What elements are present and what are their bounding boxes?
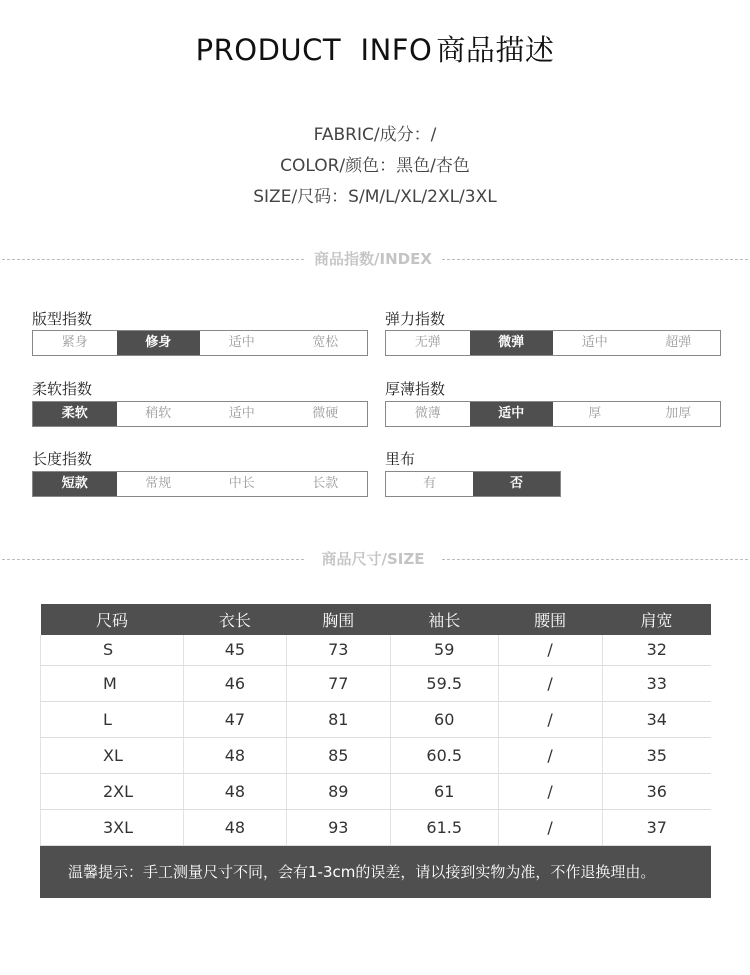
thick-option: 厚 [588, 406, 602, 421]
fit-option: 宽松 [312, 335, 339, 350]
thick-option: 微薄 [414, 406, 441, 421]
table-row [41, 665, 712, 701]
table-cell: 45 [183, 635, 286, 665]
header-waist: 腰围 [498, 604, 602, 635]
table-cell: / [498, 773, 602, 809]
spec-list [0, 120, 750, 213]
divider-line-right [442, 259, 748, 260]
table-cell: 93 [286, 809, 390, 845]
fit-index-bar [32, 330, 368, 356]
title-cn: 商品描述 [436, 33, 555, 67]
table-cell: 33 [602, 665, 711, 701]
page-title [0, 28, 750, 69]
spec-fabric: FABRIC/成分：/ [313, 125, 437, 145]
size-table-header [41, 604, 712, 635]
table-cell: 89 [286, 773, 390, 809]
elastic-index-label: 弹力指数 [385, 310, 446, 328]
length-index-label: 长度指数 [32, 450, 93, 468]
table-cell: 48 [183, 737, 286, 773]
table-cell: / [498, 809, 602, 845]
soft-option: 微硬 [312, 406, 339, 421]
soft-option: 适中 [228, 406, 255, 421]
soft-index-bar [32, 401, 368, 427]
table-cell: 77 [286, 665, 390, 701]
table-cell: L [41, 701, 184, 737]
size-table [40, 604, 711, 846]
thick-option: 加厚 [665, 406, 692, 421]
elastic-option: 微弹 [470, 331, 554, 355]
table-cell: 3XL [41, 809, 184, 845]
header-bust: 胸围 [286, 604, 390, 635]
table-cell: 2XL [41, 773, 184, 809]
lining-option: 否 [473, 472, 560, 496]
length-index-bar [32, 471, 368, 497]
length-option: 常规 [145, 476, 172, 491]
table-cell: 59 [390, 635, 498, 665]
fit-option: 修身 [117, 331, 201, 355]
spec-size: SIZE/尺码：S/M/L/XL/2XL/3XL [253, 187, 497, 207]
header-size: 尺码 [41, 604, 184, 635]
soft-index-label: 柔软指数 [32, 380, 93, 398]
table-cell: 32 [602, 635, 711, 665]
table-cell: 35 [602, 737, 711, 773]
table-row [41, 809, 712, 845]
divider-line-left [2, 259, 304, 260]
divider-line-left [2, 559, 304, 560]
table-cell: / [498, 635, 602, 665]
title-en: PRODUCT INFO [195, 33, 433, 67]
table-cell: XL [41, 737, 184, 773]
header-length: 衣长 [183, 604, 286, 635]
table-cell: 61 [390, 773, 498, 809]
elastic-option: 超弹 [665, 335, 692, 350]
table-cell: 34 [602, 701, 711, 737]
table-cell: 37 [602, 809, 711, 845]
fit-option: 适中 [228, 335, 255, 350]
table-cell: 73 [286, 635, 390, 665]
header-shoulder: 肩宽 [602, 604, 711, 635]
elastic-option: 适中 [581, 335, 608, 350]
table-cell: / [498, 737, 602, 773]
index-divider [0, 249, 750, 269]
lining-bar [385, 471, 561, 497]
table-cell: 85 [286, 737, 390, 773]
spec-color: COLOR/颜色：黑色/杏色 [280, 156, 470, 176]
tip-banner: 温馨提示：手工测量尺寸不同，会有1-3cm的误差，请以接到实物为准，不作退换理由。 [40, 846, 711, 898]
length-option: 长款 [312, 476, 339, 491]
elastic-index-bar [385, 330, 721, 356]
thick-index-label: 厚薄指数 [385, 380, 446, 398]
table-cell: 81 [286, 701, 390, 737]
table-cell: / [498, 701, 602, 737]
header-sleeve: 袖长 [390, 604, 498, 635]
elastic-option: 无弹 [414, 335, 441, 350]
soft-option: 稍软 [145, 406, 172, 421]
table-cell: 46 [183, 665, 286, 701]
table-cell: S [41, 635, 184, 665]
table-cell: 60.5 [390, 737, 498, 773]
table-cell: / [498, 665, 602, 701]
table-row [41, 773, 712, 809]
table-row [41, 701, 712, 737]
index-section-label: 商品指数/INDEX [314, 250, 432, 268]
size-section-label: 商品尺寸/SIZE [321, 550, 425, 568]
length-option: 短款 [33, 472, 117, 496]
table-cell: 47 [183, 701, 286, 737]
size-divider [0, 549, 750, 569]
lining-option: 有 [422, 476, 436, 491]
table-cell: 48 [183, 809, 286, 845]
lining-label: 里布 [385, 450, 416, 468]
table-cell: 36 [602, 773, 711, 809]
table-cell: 59.5 [390, 665, 498, 701]
fit-index-label: 版型指数 [32, 310, 93, 328]
length-option: 中长 [228, 476, 255, 491]
soft-option: 柔软 [33, 402, 117, 426]
table-cell: 61.5 [390, 809, 498, 845]
table-row [41, 635, 712, 665]
table-cell: 60 [390, 701, 498, 737]
thick-index-bar [385, 401, 721, 427]
table-row [41, 737, 712, 773]
divider-line-right [442, 559, 748, 560]
fit-option: 紧身 [61, 335, 88, 350]
thick-option: 适中 [470, 402, 554, 426]
table-cell: M [41, 665, 184, 701]
table-cell: 48 [183, 773, 286, 809]
